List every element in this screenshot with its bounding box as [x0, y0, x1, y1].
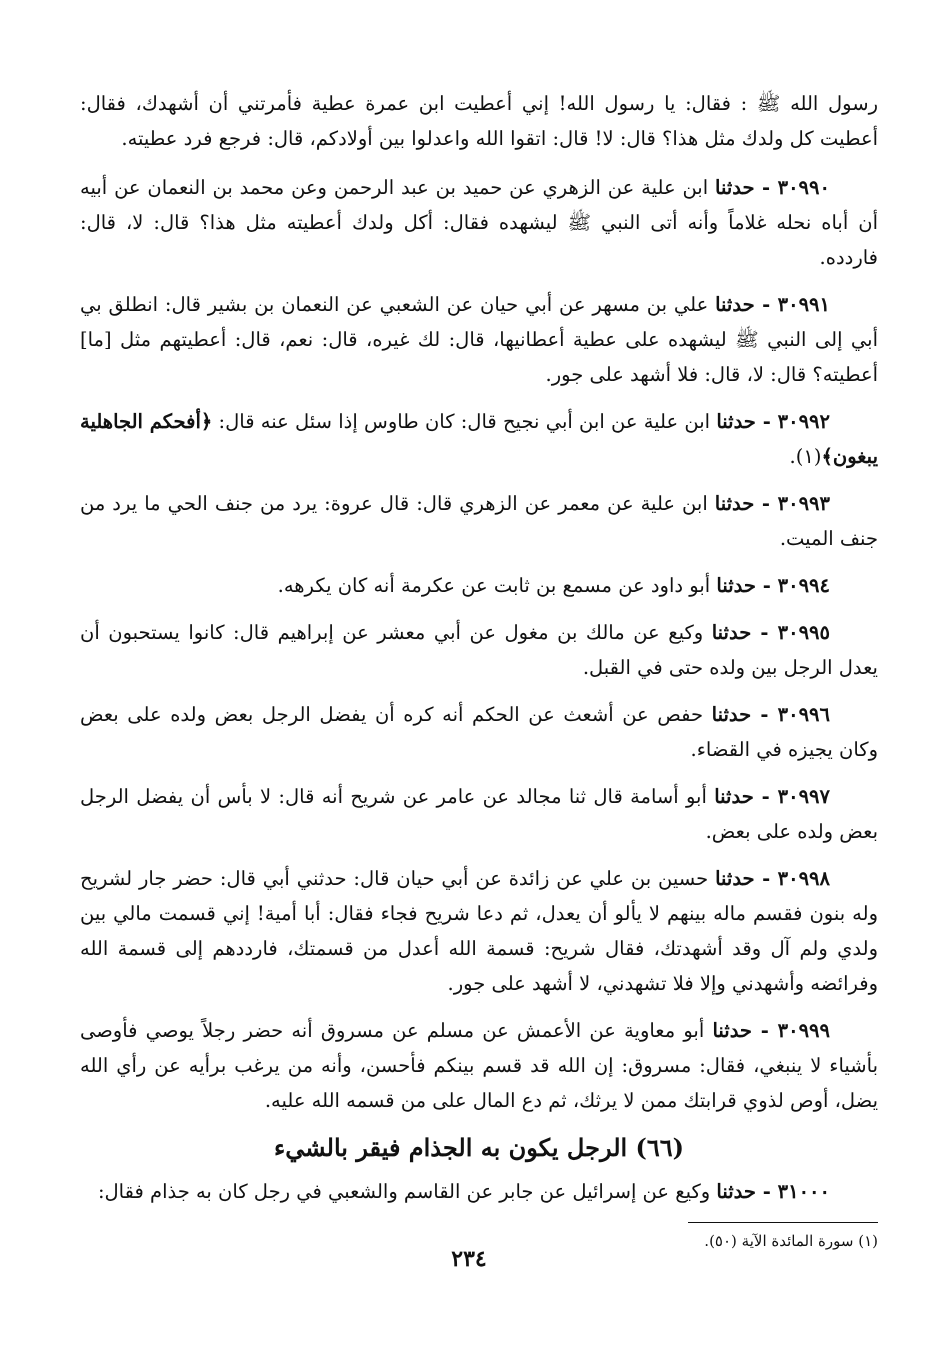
- paragraph-continuation: [80, 86, 878, 156]
- hadith-30997: [80, 779, 878, 849]
- hadith-text: وكيع عن إسرائيل عن جابر عن القاسم والشعبي في رجل كان به جذام فقال:: [97, 1180, 717, 1203]
- hadith-text: أبو معاوية عن الأعمش عن مسلم عن مسروق أنه حضر رجلاً يوصي فأوصى بأشياء لا ينبغي، فقال: مسروق: إن الله قد قسم بينكم فأحسن، وأنه من يرغب برأيه عن رأي الله يضل، أوص لذوي قرابتك ممن لا يرثك، ثم دع المال على من قسمه الله عليه.: [80, 1019, 878, 1112]
- hadith-30993: [80, 486, 878, 556]
- hadith-number: ٣٠٩٩٣ - حدثنا: [714, 492, 830, 515]
- hadith-text: حفص عن أشعث عن الحكم أنه كره أن يفضل الرجل بعض ولده على بعض وكان يجيزه في القضاء.: [80, 703, 878, 761]
- hadith-30991: [80, 287, 878, 392]
- hadith-30995: [80, 615, 878, 685]
- quran-quote: ﴿أفحكم الجاهلية يبغون﴾: [80, 410, 878, 468]
- page-number: ٢٣٤: [451, 1246, 487, 1272]
- hadith-number: ٣٠٩٩٢ - حدثنا: [716, 410, 830, 433]
- hadith-30990: [80, 170, 878, 275]
- hadith-number: ٣٠٩٩٠ - حدثنا: [715, 176, 830, 199]
- footnote-ref: (١).: [789, 445, 822, 468]
- footnote: (١) سورة المائدة الآية (٥٠).: [704, 1232, 878, 1250]
- hadith-30998: [80, 861, 878, 1001]
- hadith-30999: [80, 1013, 878, 1118]
- hadith-number: ٣٠٩٩٧ - حدثنا: [714, 785, 831, 808]
- hadith-text: أبو أسامة قال ثنا مجالد عن عامر عن شريح أنه قال: لا بأس أن يفضل الرجل بعض ولده على بعض.: [80, 785, 878, 843]
- hadith-31000: [80, 1174, 878, 1209]
- hadith-30992: [80, 404, 878, 474]
- hadith-text: ابن علية عن الزهري عن حميد بن عبد الرحمن وعن محمد بن النعمان عن أبيه أن أباه نحله غلاماً وأنه أتى النبي ﷺ ليشهده فقال: أكل ولدك أعطيته مثل هذا؟ قال: لا، قال: فاردده.: [80, 176, 878, 269]
- hadith-text: وكيع عن مالك بن مغول عن أبي معشر عن إبراهيم قال: كانوا يستحبون أن يعدل الرجل بين ولده حتى في القبل.: [80, 621, 878, 679]
- hadith-number: ٣٠٩٩٩ - حدثنا: [712, 1019, 830, 1042]
- hadith-text: علي بن مسهر عن أبي حيان عن الشعبي عن النعمان بن بشير قال: انطلق بي أبي إلى النبي ﷺ ليشهده على عطية أعطانيها، قال: لك غيره، قال: نعم، قال: أعطيتهم مثل [ما] أعطيته؟ قال: لا، قال: فلا أشهد على جور.: [80, 293, 878, 386]
- hadith-text: حسين بن علي عن زائدة عن أبي حيان قال: حدثني أبي قال: حضر جار لشريح وله بنون فقسم ماله بينهم لا يألو أن يعدل، ثم دعا شريح فجاء فقال: أبا أمية! إني قسمت مالي بين ولدي ولم آل وقد أشهدتك، فقال شريح: قسمة الله أعدل من قسمتك، فارددهم إلى قسمة الله وفرائضه وأشهدني وإلا فلا تشهدني، لا أشهد على جور.: [80, 867, 878, 995]
- hadith-text: ابن علية عن معمر عن الزهري قال: قال عروة: يرد من جنف الحي ما يرد من جنف الميت.: [80, 492, 878, 550]
- page-body: [80, 86, 878, 1221]
- hadith-number: ٣٠٩٩٥ - حدثنا: [711, 621, 830, 644]
- hadith-number: ٣٠٩٩١ - حدثنا: [715, 293, 830, 316]
- hadith-number: ٣١٠٠٠ - حدثنا: [716, 1180, 830, 1203]
- hadith-30994: [80, 568, 878, 603]
- hadith-number: ٣٠٩٩٨ - حدثنا: [715, 867, 830, 890]
- footnote-divider: [688, 1222, 878, 1223]
- hadith-number: ٣٠٩٩٤ - حدثنا: [716, 574, 830, 597]
- hadith-30996: [80, 697, 878, 767]
- hadith-number: ٣٠٩٩٦ - حدثنا: [711, 703, 831, 726]
- chapter-heading: (٦٦) الرجل يكون به الجذام فيقر بالشيء: [273, 1133, 685, 1162]
- hadith-text: ابن علية عن ابن أبي نجيح قال: كان طاوس إذا سئل عنه قال:: [212, 410, 717, 433]
- hadith-text: أبو داود عن مسمع بن ثابت عن عكرمة أنه كان يكرهه.: [277, 574, 717, 597]
- paragraph-text: رسول الله ﷺ : فقال: يا رسول الله! إني أعطيت ابن عمرة عطية فأمرتني أن أشهدك، فقال: أعطيت كل ولدك مثل هذا؟ قال: لا! قال: اتقوا الله واعدلوا بين أولادكم، قال: فرجع فرد عطيته.: [80, 92, 878, 150]
